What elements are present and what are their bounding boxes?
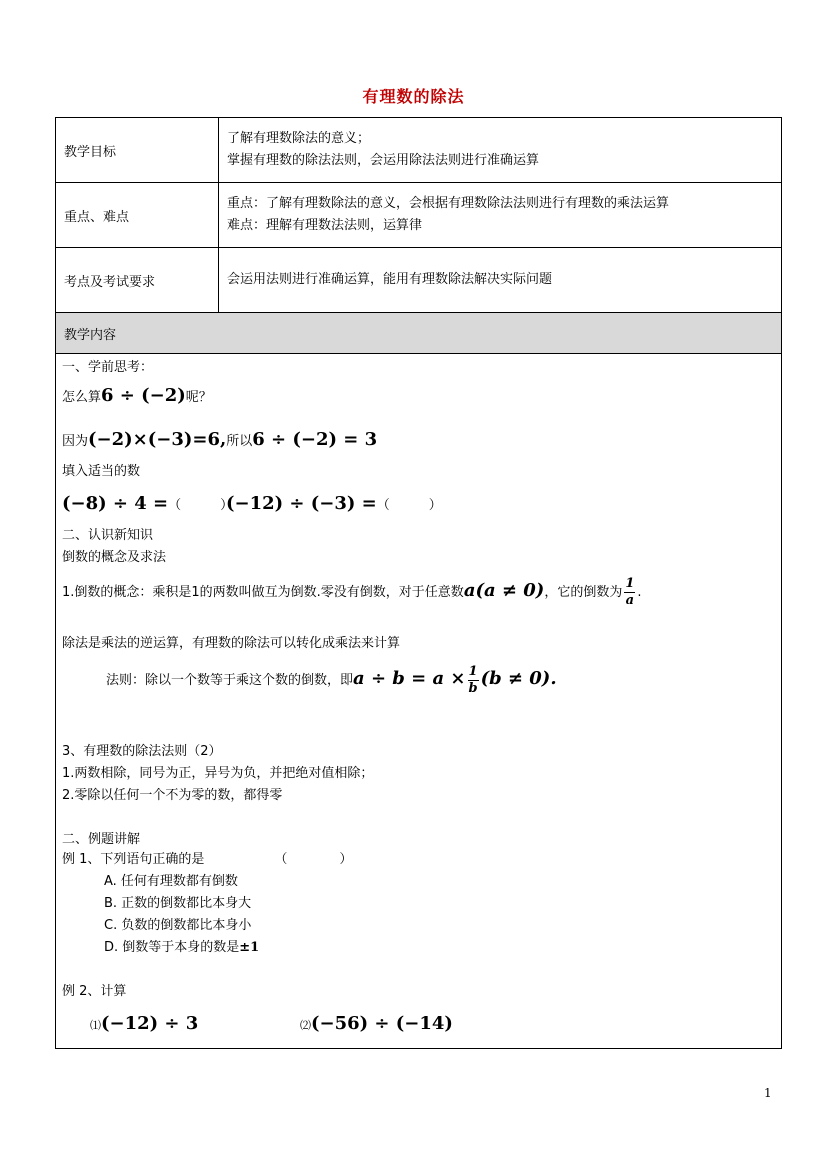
subheading: 倒数的概念及求法 [62, 550, 167, 565]
because-line: 因为(−2)×(−3)=6,所以6 ÷ (−2) = 3 [62, 429, 378, 450]
math-expression: 6 ÷ (−2) [101, 385, 186, 406]
math-expression: (−2)×(−3)=6, [88, 429, 227, 450]
definition-line: 1.倒数的概念：乘积是1的两数叫做互为倒数.零没有倒数，对于任意数a(a ≠ 0)，它的倒数为 $\frac{1}{a}$ . [62, 576, 642, 608]
math-expression: 6 ÷ (−2) = 3 [252, 429, 378, 450]
rule-item: 2.零除以任何一个不为零的数，都得零 [62, 788, 283, 803]
row-value [219, 118, 782, 183]
row-value [219, 248, 782, 313]
option-item: D. 倒数等于本身的数是±1 [104, 940, 260, 955]
problem-item: ⑵(−56) ÷ (−14) [300, 1013, 453, 1034]
example-question: 例 1、下列语句正确的是 （ ） [62, 852, 353, 867]
row-label: 重点、难点 [56, 183, 219, 248]
math-expression: a(a ≠ 0) [463, 580, 545, 601]
row-line: 难点：理解有理数法法则，运算律 [227, 218, 423, 233]
rule-item: 1.两数相除，同号为正，异号为负，并把绝对值相除； [62, 766, 374, 781]
row-line: 掌握有理数的除法法则，会运用除法法则进行准确运算 [227, 153, 540, 168]
content-header: 教学内容 [56, 313, 782, 354]
content-header-row [56, 313, 782, 354]
answer-blank: （ ） [168, 498, 234, 513]
row-line: 重点：了解有理数除法的意义，会根据有理数除法法则进行有理数的乘法运算 [227, 196, 670, 211]
problem-item: ⑴(−12) ÷ 3 [90, 1013, 199, 1034]
option-item: C. 负数的倒数都比本身小 [104, 918, 252, 933]
math-expression: a ÷ b = a × [353, 668, 466, 689]
math-expression: (−8) ÷ 4 = [62, 493, 169, 514]
section-heading: 二、例题讲解 [62, 832, 141, 847]
fill-label: 填入适当的数 [62, 464, 141, 479]
row-line: 会运用法则进行准确运算，能用有理数除法解决实际问题 [227, 272, 553, 287]
division-note: 除法是乘法的逆运算，有理数的除法可以转化成乘法来计算 [62, 636, 401, 651]
math-expression: (−56) ÷ (−14) [311, 1013, 453, 1034]
page-title: 有理数的除法 [362, 87, 465, 106]
table-row [56, 118, 782, 183]
answer-blank: （ ） [274, 852, 353, 867]
example-question: 例 2、计算 [62, 984, 127, 999]
fraction: $\frac{1}{a}$ [625, 576, 635, 608]
option-item: A. 任何有理数都有倒数 [104, 874, 238, 889]
section-heading: 二、认识新知识 [62, 528, 154, 543]
row-value [219, 183, 782, 248]
question-line: 怎么算6 ÷ (−2)呢？ [62, 385, 212, 406]
content-row [56, 354, 782, 1049]
row-line: 了解有理数除法的意义； [227, 131, 371, 146]
table-row [56, 183, 782, 248]
fill-line [62, 494, 233, 516]
fraction: $\frac{1}{b}$ [468, 664, 478, 696]
lesson-table [55, 117, 782, 1049]
section-heading: 3、有理数的除法法则（2） [62, 744, 222, 759]
math-expression: (−12) ÷ 3 [101, 1013, 199, 1034]
math-expression: ±1 [239, 940, 260, 955]
row-label: 考点及考试要求 [56, 248, 219, 313]
rule-line: 法则：除以一个数等于乘这个数的倒数，即a ÷ b = a × $\frac{1}{b}$ (b ≠ 0). [106, 664, 557, 696]
math-expression: (b ≠ 0). [480, 668, 557, 689]
math-expression: (−12) ÷ (−3) = [226, 493, 377, 514]
section-heading: 一、学前思考： [62, 360, 154, 375]
table-row [56, 248, 782, 313]
option-item: B. 正数的倒数都比本身大 [104, 896, 252, 911]
page-number: 1 [764, 1086, 772, 1100]
fill-line [226, 494, 442, 516]
content-cell [56, 354, 782, 1049]
row-label: 教学目标 [56, 118, 219, 183]
answer-blank: （ ） [376, 498, 442, 513]
